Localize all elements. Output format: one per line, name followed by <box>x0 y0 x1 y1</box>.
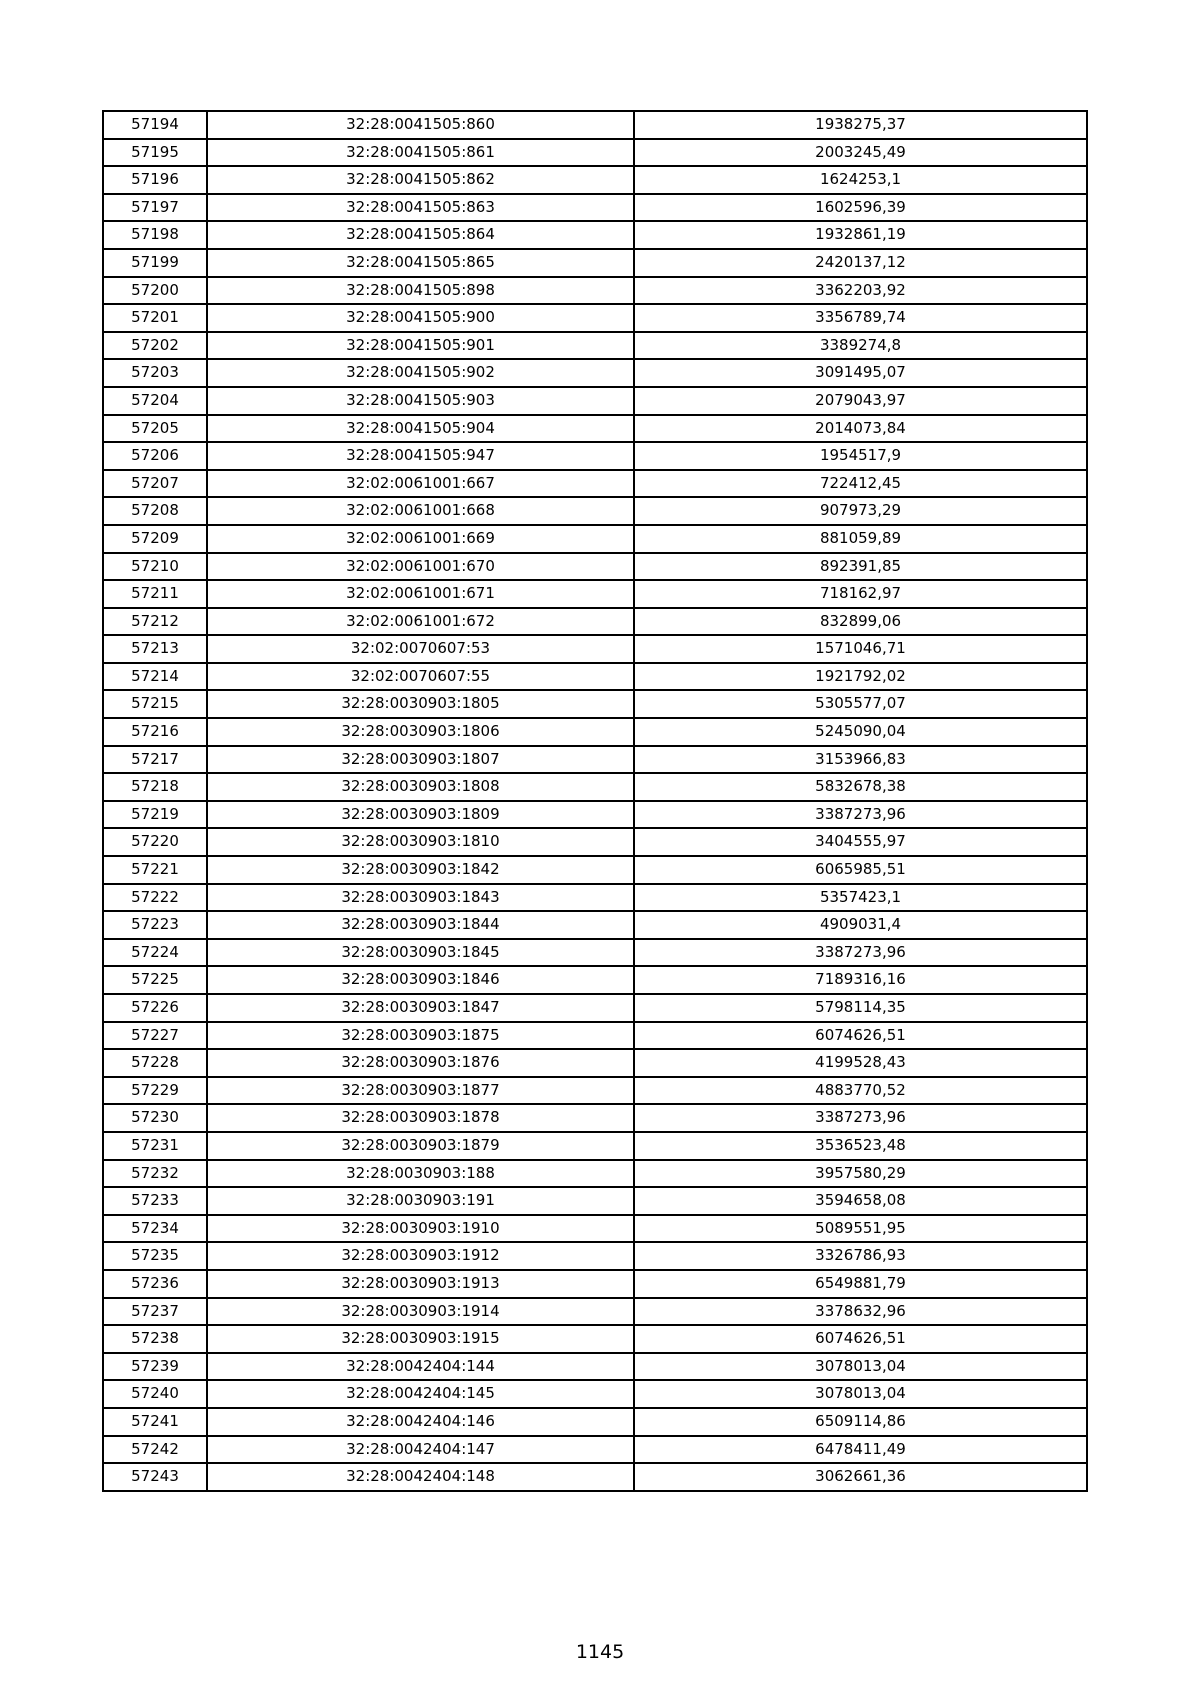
row-number-cell: 57195 <box>103 139 207 167</box>
cadastral-number-cell: 32:28:0041505:898 <box>207 277 634 305</box>
value-cell: 3326786,93 <box>634 1242 1087 1270</box>
table-row <box>103 884 1087 912</box>
row-number-cell: 57230 <box>103 1104 207 1132</box>
cadastral-number-cell: 32:02:0070607:53 <box>207 635 634 663</box>
row-number-cell: 57194 <box>103 111 207 139</box>
row-number-cell: 57207 <box>103 470 207 498</box>
cadastral-number-cell: 32:02:0061001:669 <box>207 525 634 553</box>
value-cell: 881059,89 <box>634 525 1087 553</box>
value-cell: 6478411,49 <box>634 1436 1087 1464</box>
table-row <box>103 1270 1087 1298</box>
value-cell: 3594658,08 <box>634 1187 1087 1215</box>
table-row <box>103 1298 1087 1326</box>
table-row <box>103 718 1087 746</box>
table-row <box>103 553 1087 581</box>
row-number-cell: 57227 <box>103 1022 207 1050</box>
row-number-cell: 57211 <box>103 580 207 608</box>
table-row <box>103 139 1087 167</box>
value-cell: 6074626,51 <box>634 1325 1087 1353</box>
cadastral-number-cell: 32:28:0041505:863 <box>207 194 634 222</box>
table-row <box>103 1215 1087 1243</box>
row-number-cell: 57240 <box>103 1380 207 1408</box>
value-cell: 1932861,19 <box>634 221 1087 249</box>
table-row <box>103 525 1087 553</box>
cadastral-number-cell: 32:28:0030903:1912 <box>207 1242 634 1270</box>
cadastral-number-cell: 32:02:0061001:672 <box>207 608 634 636</box>
table-row <box>103 1049 1087 1077</box>
row-number-cell: 57202 <box>103 332 207 360</box>
value-cell: 907973,29 <box>634 497 1087 525</box>
table-body <box>103 111 1087 1491</box>
value-cell: 1938275,37 <box>634 111 1087 139</box>
row-number-cell: 57238 <box>103 1325 207 1353</box>
table-row <box>103 1463 1087 1491</box>
cadastral-number-cell: 32:02:0061001:667 <box>207 470 634 498</box>
cadastral-number-cell: 32:28:0030903:1914 <box>207 1298 634 1326</box>
row-number-cell: 57233 <box>103 1187 207 1215</box>
cadastral-number-cell: 32:28:0042404:144 <box>207 1353 634 1381</box>
table-row <box>103 359 1087 387</box>
value-cell: 5832678,38 <box>634 773 1087 801</box>
table-row <box>103 470 1087 498</box>
table-row <box>103 1187 1087 1215</box>
row-number-cell: 57214 <box>103 663 207 691</box>
value-cell: 3362203,92 <box>634 277 1087 305</box>
table-row <box>103 994 1087 1022</box>
cadastral-value-table <box>102 110 1088 1492</box>
row-number-cell: 57205 <box>103 415 207 443</box>
cadastral-number-cell: 32:28:0041505:902 <box>207 359 634 387</box>
cadastral-number-cell: 32:28:0030903:1808 <box>207 773 634 801</box>
cadastral-number-cell: 32:28:0030903:1807 <box>207 746 634 774</box>
cadastral-number-cell: 32:28:0030903:1842 <box>207 856 634 884</box>
table-row <box>103 966 1087 994</box>
table-row <box>103 415 1087 443</box>
row-number-cell: 57203 <box>103 359 207 387</box>
cadastral-number-cell: 32:28:0041505:864 <box>207 221 634 249</box>
row-number-cell: 57212 <box>103 608 207 636</box>
value-cell: 5245090,04 <box>634 718 1087 746</box>
cadastral-number-cell: 32:28:0030903:1809 <box>207 801 634 829</box>
value-cell: 3078013,04 <box>634 1380 1087 1408</box>
row-number-cell: 57220 <box>103 828 207 856</box>
table-row <box>103 332 1087 360</box>
value-cell: 3356789,74 <box>634 304 1087 332</box>
value-cell: 6509114,86 <box>634 1408 1087 1436</box>
cadastral-number-cell: 32:28:0030903:1876 <box>207 1049 634 1077</box>
cadastral-number-cell: 32:28:0030903:1847 <box>207 994 634 1022</box>
table-row <box>103 911 1087 939</box>
value-cell: 5305577,07 <box>634 690 1087 718</box>
cadastral-number-cell: 32:28:0041505:947 <box>207 442 634 470</box>
value-cell: 5357423,1 <box>634 884 1087 912</box>
table-row <box>103 304 1087 332</box>
row-number-cell: 57209 <box>103 525 207 553</box>
cadastral-number-cell: 32:28:0030903:1915 <box>207 1325 634 1353</box>
table-row <box>103 166 1087 194</box>
value-cell: 2079043,97 <box>634 387 1087 415</box>
row-number-cell: 57235 <box>103 1242 207 1270</box>
value-cell: 2014073,84 <box>634 415 1087 443</box>
value-cell: 1571046,71 <box>634 635 1087 663</box>
row-number-cell: 57223 <box>103 911 207 939</box>
value-cell: 4199528,43 <box>634 1049 1087 1077</box>
table-row <box>103 442 1087 470</box>
row-number-cell: 57219 <box>103 801 207 829</box>
row-number-cell: 57216 <box>103 718 207 746</box>
table-row <box>103 1104 1087 1132</box>
table-row <box>103 497 1087 525</box>
cadastral-number-cell: 32:28:0041505:904 <box>207 415 634 443</box>
cadastral-number-cell: 32:28:0030903:1806 <box>207 718 634 746</box>
value-cell: 4883770,52 <box>634 1077 1087 1105</box>
cadastral-number-cell: 32:28:0042404:148 <box>207 1463 634 1491</box>
row-number-cell: 57234 <box>103 1215 207 1243</box>
cadastral-number-cell: 32:28:0041505:900 <box>207 304 634 332</box>
row-number-cell: 57232 <box>103 1160 207 1188</box>
table-row <box>103 635 1087 663</box>
value-cell: 1954517,9 <box>634 442 1087 470</box>
table-row <box>103 1132 1087 1160</box>
value-cell: 3062661,36 <box>634 1463 1087 1491</box>
cadastral-number-cell: 32:28:0041505:865 <box>207 249 634 277</box>
table-row <box>103 801 1087 829</box>
row-number-cell: 57224 <box>103 939 207 967</box>
row-number-cell: 57204 <box>103 387 207 415</box>
cadastral-number-cell: 32:28:0030903:1879 <box>207 1132 634 1160</box>
row-number-cell: 57201 <box>103 304 207 332</box>
row-number-cell: 57241 <box>103 1408 207 1436</box>
cadastral-number-cell: 32:02:0061001:668 <box>207 497 634 525</box>
value-cell: 6549881,79 <box>634 1270 1087 1298</box>
row-number-cell: 57236 <box>103 1270 207 1298</box>
row-number-cell: 57222 <box>103 884 207 912</box>
value-cell: 3387273,96 <box>634 1104 1087 1132</box>
cadastral-number-cell: 32:28:0042404:147 <box>207 1436 634 1464</box>
value-cell: 3153966,83 <box>634 746 1087 774</box>
cadastral-number-cell: 32:28:0030903:1846 <box>207 966 634 994</box>
table-row <box>103 608 1087 636</box>
value-cell: 3387273,96 <box>634 939 1087 967</box>
row-number-cell: 57226 <box>103 994 207 1022</box>
row-number-cell: 57239 <box>103 1353 207 1381</box>
row-number-cell: 57242 <box>103 1436 207 1464</box>
cadastral-number-cell: 32:28:0042404:146 <box>207 1408 634 1436</box>
value-cell: 1602596,39 <box>634 194 1087 222</box>
table-row <box>103 856 1087 884</box>
table-row <box>103 387 1087 415</box>
cadastral-number-cell: 32:28:0041505:861 <box>207 139 634 167</box>
value-cell: 3957580,29 <box>634 1160 1087 1188</box>
cadastral-number-cell: 32:28:0041505:860 <box>207 111 634 139</box>
row-number-cell: 57243 <box>103 1463 207 1491</box>
row-number-cell: 57208 <box>103 497 207 525</box>
table-row <box>103 1353 1087 1381</box>
table-row <box>103 1408 1087 1436</box>
cadastral-number-cell: 32:02:0061001:670 <box>207 553 634 581</box>
cadastral-number-cell: 32:28:0041505:903 <box>207 387 634 415</box>
table-row <box>103 773 1087 801</box>
value-cell: 3078013,04 <box>634 1353 1087 1381</box>
value-cell: 832899,06 <box>634 608 1087 636</box>
row-number-cell: 57199 <box>103 249 207 277</box>
table-row <box>103 194 1087 222</box>
cadastral-number-cell: 32:28:0030903:1878 <box>207 1104 634 1132</box>
value-cell: 3389274,8 <box>634 332 1087 360</box>
table-row <box>103 111 1087 139</box>
cadastral-number-cell: 32:28:0030903:191 <box>207 1187 634 1215</box>
table-row <box>103 663 1087 691</box>
value-cell: 6065985,51 <box>634 856 1087 884</box>
cadastral-number-cell: 32:02:0061001:671 <box>207 580 634 608</box>
cadastral-number-cell: 32:02:0070607:55 <box>207 663 634 691</box>
row-number-cell: 57225 <box>103 966 207 994</box>
table-row <box>103 939 1087 967</box>
cadastral-number-cell: 32:28:0030903:1843 <box>207 884 634 912</box>
value-cell: 1624253,1 <box>634 166 1087 194</box>
cadastral-number-cell: 32:28:0041505:862 <box>207 166 634 194</box>
cadastral-number-cell: 32:28:0041505:901 <box>207 332 634 360</box>
row-number-cell: 57217 <box>103 746 207 774</box>
value-cell: 3404555,97 <box>634 828 1087 856</box>
table-row <box>103 1436 1087 1464</box>
value-cell: 1921792,02 <box>634 663 1087 691</box>
cadastral-number-cell: 32:28:0030903:1810 <box>207 828 634 856</box>
table-row <box>103 690 1087 718</box>
row-number-cell: 57218 <box>103 773 207 801</box>
table-row <box>103 277 1087 305</box>
row-number-cell: 57221 <box>103 856 207 884</box>
value-cell: 3091495,07 <box>634 359 1087 387</box>
row-number-cell: 57229 <box>103 1077 207 1105</box>
value-cell: 6074626,51 <box>634 1022 1087 1050</box>
cadastral-number-cell: 32:28:0042404:145 <box>207 1380 634 1408</box>
row-number-cell: 57228 <box>103 1049 207 1077</box>
row-number-cell: 57210 <box>103 553 207 581</box>
cadastral-number-cell: 32:28:0030903:1877 <box>207 1077 634 1105</box>
cadastral-number-cell: 32:28:0030903:1845 <box>207 939 634 967</box>
value-cell: 722412,45 <box>634 470 1087 498</box>
value-cell: 718162,97 <box>634 580 1087 608</box>
table-row <box>103 1022 1087 1050</box>
value-cell: 5089551,95 <box>634 1215 1087 1243</box>
value-cell: 3387273,96 <box>634 801 1087 829</box>
row-number-cell: 57213 <box>103 635 207 663</box>
table-row <box>103 1380 1087 1408</box>
value-cell: 892391,85 <box>634 553 1087 581</box>
table-row <box>103 221 1087 249</box>
row-number-cell: 57206 <box>103 442 207 470</box>
row-number-cell: 57237 <box>103 1298 207 1326</box>
row-number-cell: 57198 <box>103 221 207 249</box>
cadastral-number-cell: 32:28:0030903:1875 <box>207 1022 634 1050</box>
cadastral-number-cell: 32:28:0030903:1844 <box>207 911 634 939</box>
cadastral-number-cell: 32:28:0030903:1805 <box>207 690 634 718</box>
table-row <box>103 746 1087 774</box>
table-row <box>103 1160 1087 1188</box>
table-row <box>103 1077 1087 1105</box>
value-cell: 2003245,49 <box>634 139 1087 167</box>
row-number-cell: 57231 <box>103 1132 207 1160</box>
row-number-cell: 57200 <box>103 277 207 305</box>
cadastral-number-cell: 32:28:0030903:1910 <box>207 1215 634 1243</box>
table-row <box>103 828 1087 856</box>
row-number-cell: 57196 <box>103 166 207 194</box>
table-row <box>103 580 1087 608</box>
table-row <box>103 249 1087 277</box>
value-cell: 3536523,48 <box>634 1132 1087 1160</box>
row-number-cell: 57197 <box>103 194 207 222</box>
value-cell: 2420137,12 <box>634 249 1087 277</box>
value-cell: 7189316,16 <box>634 966 1087 994</box>
cadastral-number-cell: 32:28:0030903:188 <box>207 1160 634 1188</box>
row-number-cell: 57215 <box>103 690 207 718</box>
value-cell: 3378632,96 <box>634 1298 1087 1326</box>
table-row <box>103 1242 1087 1270</box>
value-cell: 5798114,35 <box>634 994 1087 1022</box>
value-cell: 4909031,4 <box>634 911 1087 939</box>
cadastral-number-cell: 32:28:0030903:1913 <box>207 1270 634 1298</box>
page-number: 1145 <box>575 1641 625 1663</box>
table-row <box>103 1325 1087 1353</box>
